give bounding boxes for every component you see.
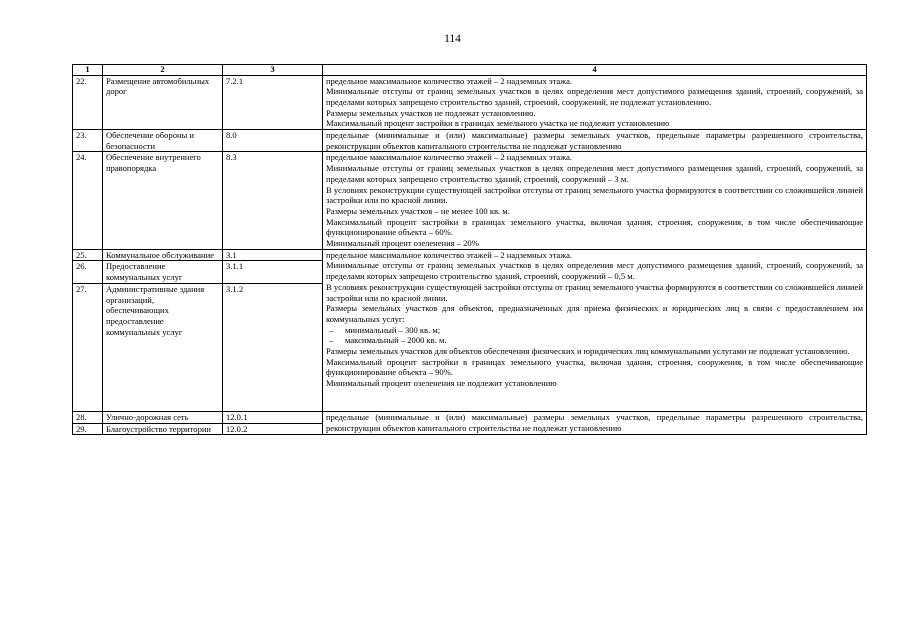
row-number: 26. — [73, 261, 103, 283]
text-paragraph: Максимальный процент застройки в границах земельного участка, включая здания, строения, сооружения, в том числе обеспечивающие функционирование объекта – 90%. — [326, 356, 863, 378]
row-name: Обеспечение обороны и безопасности — [103, 130, 223, 152]
row-code: 12.0.1 — [223, 411, 323, 423]
row-code: 3.1.1 — [223, 261, 323, 283]
text-paragraph: Размеры земельных участков не подлежат установлению. — [326, 107, 536, 118]
row-number: 28. — [73, 411, 103, 423]
row-name: Обеспечение внутреннего правопорядка — [103, 152, 223, 249]
text-paragraph: предельное максимальное количество этажей – 2 надземных этажа. — [326, 75, 573, 86]
header-col-2: 2 — [103, 65, 223, 76]
row-code: 3.1.2 — [223, 283, 323, 411]
header-col-1: 1 — [73, 65, 103, 76]
table-row — [73, 249, 867, 261]
text-paragraph: Минимальные отступы от границ земельных участков в целях определения мест допустимого размещения зданий, строений, сооружений, за пределами которых запрещено строительство зданий, строений, сооружений – 3 м. — [326, 163, 863, 184]
row-text — [323, 75, 867, 130]
row-number: 23. — [73, 130, 103, 152]
row-name: Благоустройство территории — [103, 423, 223, 435]
row-code: 8.3 — [223, 152, 323, 249]
row-code: 7.2.1 — [223, 75, 323, 130]
header-col-4: 4 — [323, 65, 867, 76]
row-number: 24. — [73, 152, 103, 249]
text-paragraph: Размеры земельных участков для объектов обеспечения физических и юридических лиц коммунальными услугами не подлежат установлению. — [326, 346, 850, 357]
text-paragraph: В условиях реконструкции существующей застройки отступы от границ земельного участка формируются в соответствии со сложившейся линией застройки или по красной линии. — [326, 281, 863, 303]
table-row — [73, 75, 867, 130]
text-paragraph: Размеры земельных участков для объектов, предназначенных для приема физических и юридических лиц в связи с предоставлением им коммунальных услуг: — [326, 303, 863, 324]
row-code: 8.0 — [223, 130, 323, 152]
text-paragraph: В условиях реконструкции существующей застройки отступы от границ земельного участка формируются в соответствии со сложившейся линией застройки или по красной линии. — [326, 184, 863, 206]
list-item-text: максимальный – 2000 кв. м. — [345, 335, 447, 346]
text-paragraph: Максимальный процент застройки в границах земельного участка не подлежит установлению — [326, 118, 670, 129]
row-name: Предоставление коммунальных услуг — [103, 261, 223, 283]
row-name: Размещение автомобильных дорог — [103, 75, 223, 130]
row-number: 27. — [73, 283, 103, 411]
table-header — [73, 65, 867, 76]
text-paragraph: предельное максимальное количество этажей – 2 надземных этажа. — [326, 249, 573, 260]
text-paragraph: предельные (минимальные и (или) максимальные) размеры земельных участков, предельные параметры разрешенного строительства, реконструкции объектов капитального строительства не подлежат установлению — [326, 411, 863, 433]
table-row — [73, 152, 867, 249]
table-row — [73, 130, 867, 152]
row-code: 3.1 — [223, 249, 323, 261]
row-code: 12.0.2 — [223, 423, 323, 435]
text-paragraph: Размеры земельных участков – не менее 100 кв. м. — [326, 205, 510, 216]
regulations-table — [72, 64, 867, 435]
row-name: Административные здания организаций, обеспечивающих предоставление коммунальных услуг — [103, 283, 223, 411]
list-item-text: минимальный – 300 кв. м; — [345, 324, 441, 335]
text-paragraph: Минимальный процент озеленения – 20% — [326, 238, 479, 249]
row-text — [323, 411, 867, 434]
table-row — [73, 411, 867, 423]
row-text — [323, 152, 867, 249]
text-paragraph: Максимальный процент застройки в границах земельного участка, включая здания, строения, сооружения, в том числе обеспечивающие функционирование объекта – 60%. — [326, 216, 863, 238]
list-dash: – — [329, 324, 334, 335]
row-number: 29. — [73, 423, 103, 435]
list-item — [326, 325, 863, 336]
text-paragraph: предельное максимальное количество этажей – 2 надземных этажа. — [326, 152, 573, 163]
text-paragraph: Минимальный процент озеленения не подлежит установлению — [326, 378, 557, 389]
row-text — [323, 130, 867, 152]
text-paragraph: Минимальные отступы от границ земельных участков в целях определения мест допустимого размещения зданий, строений, сооружений, за пределами которых запрещено строительство зданий, строений, сооружений – 0,5 м. — [326, 260, 863, 282]
text-paragraph: предельные (минимальные и (или) максимальные) размеры земельных участков, предельные параметры разрешенного строительства, реконструкции объектов капитального строительства не подлежат установлению — [326, 130, 863, 151]
row-text — [323, 249, 867, 411]
text-paragraph: Минимальные отступы от границ земельных участков в целях определения мест допустимого размещения зданий, строений, сооружений, за пределами которых запрещено строительство зданий, строений, сооружений, не подлежат установлению. — [326, 86, 863, 107]
row-name: Улично-дорожная сеть — [103, 411, 223, 423]
list-item — [326, 335, 863, 346]
page-number: 114 — [444, 33, 461, 45]
header-col-3: 3 — [223, 65, 323, 76]
row-number: 22. — [73, 75, 103, 130]
row-number: 25. — [73, 249, 103, 261]
list-dash: – — [329, 335, 334, 346]
row-name: Коммунальное обслуживание — [103, 249, 223, 261]
